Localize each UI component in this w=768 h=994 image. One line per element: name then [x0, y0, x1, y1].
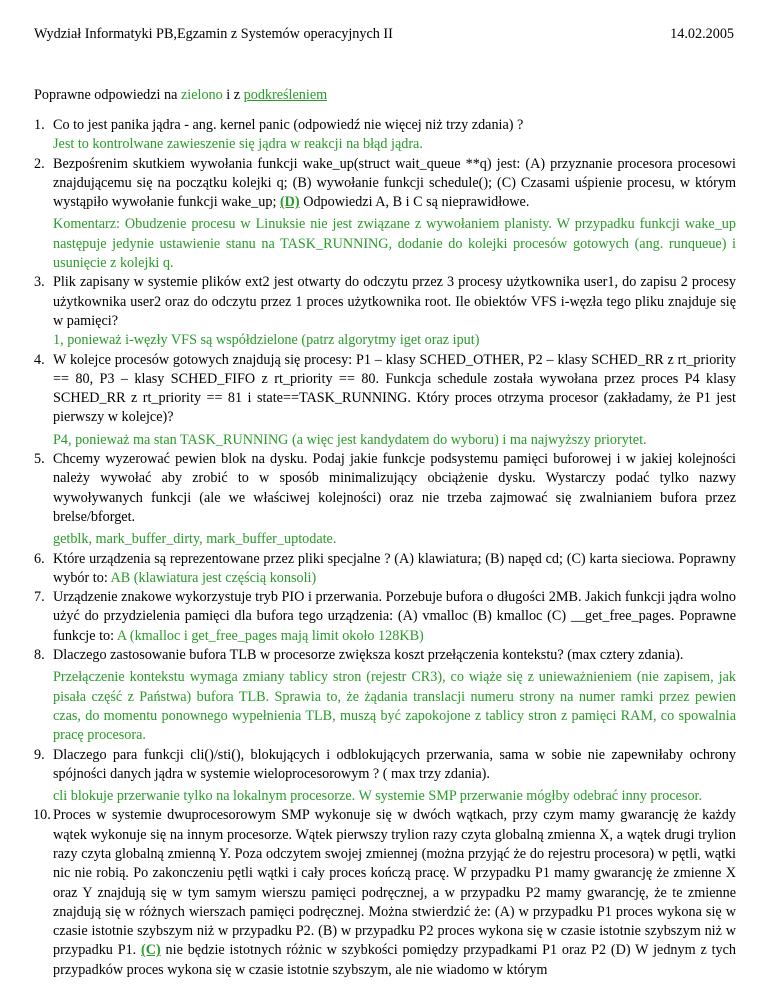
- question-5: [34, 450, 736, 549]
- answer-text: Jest to kontrolwane zawieszenie się jądra w reakcji na błąd jądra.: [53, 136, 423, 153]
- inline-answer: A (kmalloc i get_free_pages mają limit około 128KB): [116, 627, 424, 644]
- question-text: Dlaczego zastosowanie bufora TLB w procesorze zwiększa koszt przełączenia kontekstu? (max cztery zdania).: [53, 647, 684, 664]
- question-text: Proces w systemie dwuprocesorowym SMP wykonuje się w dwóch wątkach, przy czym mamy gwarancję że każdy wątek wykonuje się na innym procesorze. Wątek pierwszy trylion razy czyta globalną zmienna X, a wątek drugi trylion razy czyta globalną zmienną Y. Poza odczytem swojej zmiennej (można przyjąć że do rejestru procesora) w pętli, wątki nic nie robią. Po zakonczeniu pętli wątki i cały proces kończą pracę. W przypadku P1 mamy gwarancję że zmienne X oraz Y znajdują się w tym samym wierszu pamięci podręcznej, a w przypadku P2 mamy gwarancję, że te zmienne znajdują się w różnych wierszach pamięci podręcznej. Można stwierdzić że: (A) w przypadku P1 proces wykona się w czasie istotnie szybszym niż w przypadku P2. (B) w przypadku P2 proces wykona się w czasie istotnie szybszym niż w przypadku P1.: [53, 807, 736, 959]
- header-title: Wydział Informatyki PB,Egzamin z Systemów operacyjnych II: [34, 26, 393, 42]
- question-text: Urządzenie znakowe wykorzystuje tryb PIO i przerwania. Porzebuje bufora o długości 2MB. Jakich funkcji jądra wolno użyć do przydzielenia pamięci dla bufora tego urządzenia: (A) vmalloc (B) kmalloc (C) __get_free_pages. Poprawne funkcje to:: [53, 589, 736, 644]
- legend-prefix: Poprawne odpowiedzi na: [34, 87, 181, 103]
- question-text-continued: nie będzie istotnych różnic w szybkości pomiędzy przypadkami P1 oraz P2 (D) W jednym z tych przypadków proces wykona się w czasie istotnie szybszym, ale nie wiadomo w którym: [53, 942, 736, 978]
- question-text: Dlaczego para funkcji cli()/sti(), blokujących i odblokujących przerwania, sama w sobie nie zapewniłaby ochrony spójności danych jądra w systemie wieloprocesorowym ? ( max trzy zdania).: [53, 746, 736, 782]
- answer-text: P4, ponieważ ma stan TASK_RUNNING (a więc jest kandydatem do wyboru) i ma najwyższy priorytet.: [53, 431, 647, 448]
- question-text: Plik zapisany w systemie plików ext2 jest otwarty do odczytu przez 3 procesy użytkownika user1, do zapisu 2 procesy użytkownika user2 oraz do odczytu przez 1 proces użytkownika root. Ile obiektów VFS i-węzła tego pliku znajduje się w pamięci?: [53, 274, 736, 329]
- question-number: 5.: [34, 451, 45, 468]
- question-text: Co to jest panika jądra - ang. kernel panic (odpowiedź nie więcej niż trzy zdania) ?: [53, 117, 524, 133]
- question-1: [34, 116, 736, 155]
- question-9: [34, 746, 736, 807]
- question-3: [34, 273, 736, 350]
- question-6: [34, 550, 736, 589]
- question-number: 10.: [33, 807, 51, 824]
- question-list: [34, 116, 736, 980]
- inline-answer: AB (klawiatura jest częścią konsoli): [110, 569, 317, 586]
- answer-text: 1, ponieważ i-węzły VFS są współdzielone (patrz algorytmy iget oraz iput): [53, 332, 480, 349]
- question-text-continued: Odpowiedzi A, B i C są nieprawidłowe.: [299, 194, 530, 211]
- answer-comment: Komentarz: Obudzenie procesu w Linuksie nie jest związane z wywołaniem planisty. W przypadku funkcji wake_up następuje jedynie ustawienie stanu na TASK_RUNNING, dodanie do kolejki procesów gotowych (ang. runqueue) i usunięcie z kolejki q.: [53, 216, 736, 272]
- question-number: 8.: [34, 647, 45, 664]
- question-number: 6.: [34, 550, 45, 567]
- question-8: [34, 646, 736, 745]
- question-10: [34, 806, 736, 980]
- question-number: 1.: [34, 117, 45, 133]
- marked-option: (D): [279, 194, 300, 211]
- legend-green-word: zielono: [180, 87, 223, 103]
- page-header: [34, 25, 734, 45]
- question-text: W kolejce procesów gotowych znajdują się procesy: P1 – klasy SCHED_OTHER, P2 – klasy SCHED_RR z rt_priority == 80, P3 – klasy SCHED_FIFO z rt_priority == 80. Funkcja schedule została wywołana przez proces P4 klasy SCHED_RR z rt_priority == 81 i state==TASK_RUNNING. Który proces otrzyma procesor (zakładamy, że P1 jest pierwszy w kolejce)?: [53, 351, 736, 426]
- answer-text: Przełączenie kontekstu wymaga zmiany tablicy stron (rejestr CR3), co wiąże się z unieważnieniem (nie zapisem, jak pisała część z Państwa) bufora TLB. Sprawia to, że żądania translacji numeru strony na numer ramki przez pewien czas, do momentu ponownego wypełnienia TLB, muszą być zapokojone z tablicy stron z pamięci RAM, co spowalnia pracę procesora.: [53, 669, 736, 744]
- question-number: 7.: [34, 589, 45, 606]
- question-7: [34, 588, 736, 646]
- header-date: 14.02.2005: [670, 26, 734, 42]
- question-number: 3.: [34, 274, 45, 291]
- question-text: Bezpośrenim skutkiem wywołania funkcji wake_up(struct wait_queue **q) jest: (A) przyznanie procesora procesowi znajdującemu się na początku kolejki q; (B) wywołanie funkcji schedule(); (C) Czasami uśpienie procesu, w którym wystąpiło wywołanie funkcji wake_up;: [53, 155, 736, 211]
- marked-option: (C): [141, 942, 161, 959]
- answer-text: cli blokuje przerwanie tylko na lokalnym procesorze. W systemie SMP przerwanie mógłby odebrać inny procesor.: [53, 788, 703, 805]
- question-number: 9.: [34, 746, 45, 763]
- question-text: Chcemy wyzerować pewien blok na dysku. Podaj jakie funkcje podsystemu pamięci buforowej i w jakiej kolejności należy wywołać aby zrobić to w sposób minimalizujący obciążenie dysku. Wystarczy podać tylko nazwy wywoływanych funkcji (ale we właściwej kolejności) oraz nie trzeba zajmować się zwalnianiem bufora przez brelse/bforget.: [53, 451, 736, 525]
- question-2: [34, 155, 736, 274]
- legend-underline-word: podkreśleniem: [243, 87, 328, 103]
- answer-legend: [34, 86, 327, 105]
- question-text: Które urządzenia są reprezentowane przez pliki specjalne ? (A) klawiatura; (B) napęd cd; (C) karta sieciowa. Poprawny wybór to:: [53, 550, 736, 586]
- question-number: 2.: [34, 155, 45, 172]
- question-4: [34, 351, 736, 450]
- legend-middle: i z: [222, 87, 244, 103]
- answer-text: getblk, mark_buffer_dirty, mark_buffer_uptodate.: [53, 531, 337, 548]
- question-number: 4.: [34, 351, 45, 368]
